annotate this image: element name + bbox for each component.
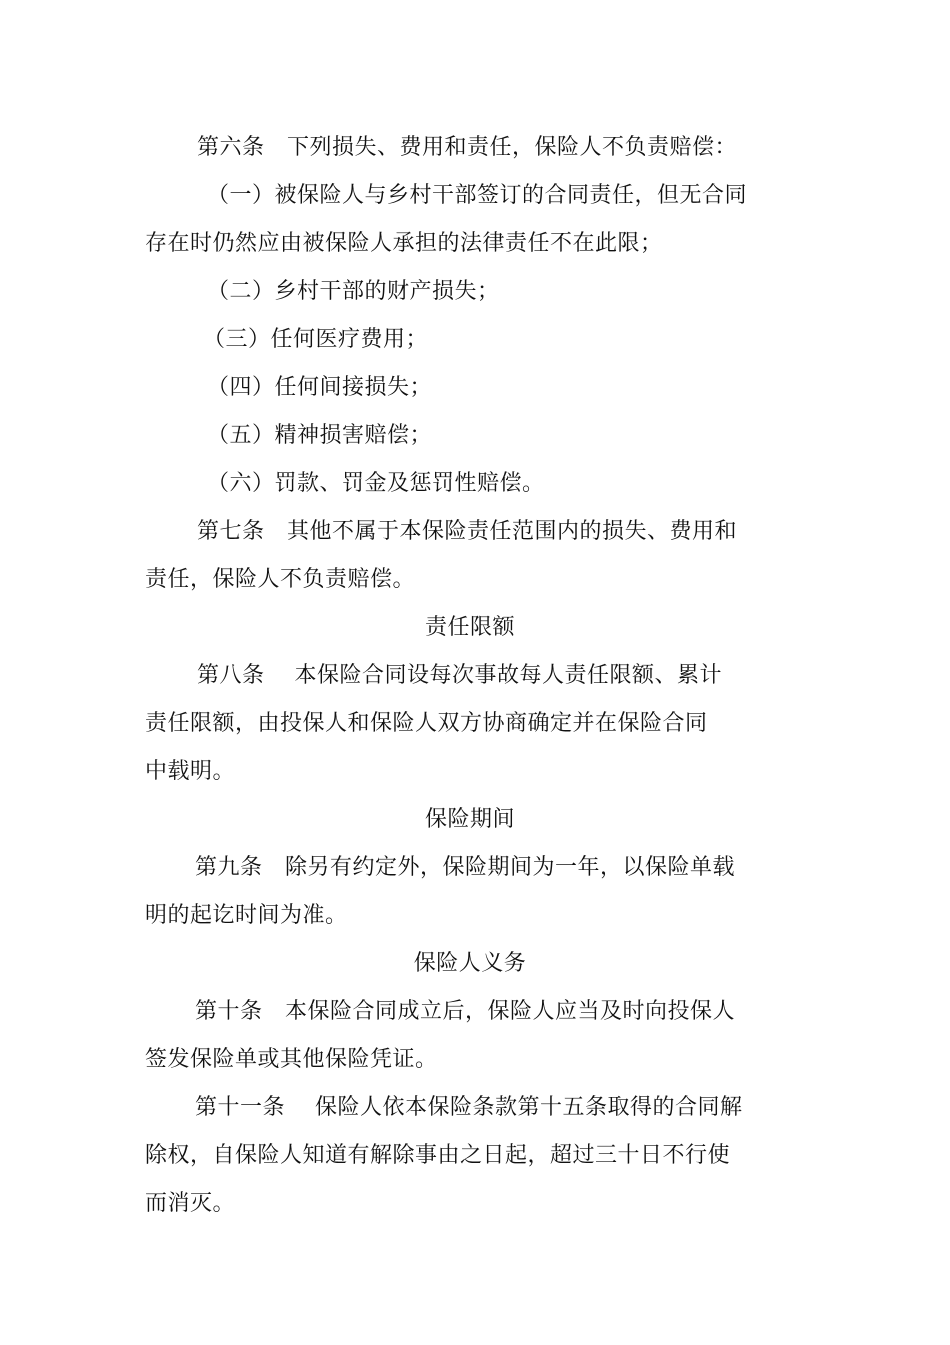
article-6-title: 第六条 下列损失、费用和责任，保险人不负责赔偿： — [197, 135, 738, 160]
article-8-line-1: 第八条 本保险合同设每次事故每人责任限额、累计 — [197, 663, 722, 688]
article-8-line-3: 中载明。 — [145, 759, 236, 784]
article-6-item-1-line-2: 存在时仍然应由被保险人承担的法律责任不在此限； — [145, 231, 663, 256]
article-6-item-4: （四）任何间接损失； — [207, 375, 433, 400]
article-6-item-3: （三）任何医疗费用； — [203, 327, 429, 352]
article-8-line-2: 责任限额，由投保人和保险人双方协商确定并在保险合同 — [145, 711, 708, 736]
article-9-line-2: 明的起讫时间为准。 — [145, 903, 348, 928]
article-6-item-2: （二）乡村干部的财产损失； — [207, 279, 500, 304]
article-11-line-3: 而消灭。 — [145, 1191, 236, 1216]
article-7-line-2: 责任，保险人不负责赔偿。 — [145, 567, 416, 592]
article-6-item-1-line-1: （一）被保险人与乡村干部签订的合同责任，但无合同 — [207, 183, 748, 208]
article-10-line-2: 签发保险单或其他保险凭证。 — [145, 1047, 438, 1072]
article-6-item-6: （六）罚款、罚金及惩罚性赔偿。 — [207, 471, 545, 496]
article-11-line-1: 第十一条 保险人依本保险条款第十五条取得的合同解 — [195, 1095, 743, 1120]
article-9-line-1: 第九条 除另有约定外，保险期间为一年，以保险单载 — [195, 855, 736, 880]
article-11-line-2: 除权，自保险人知道有解除事由之日起，超过三十日不行使 — [145, 1143, 731, 1168]
article-10-line-1: 第十条 本保险合同成立后，保险人应当及时向投保人 — [195, 999, 736, 1024]
section-heading-insurance-period: 保险期间 — [424, 807, 515, 832]
section-heading-liability-limit: 责任限额 — [424, 615, 515, 640]
article-7-line-1: 第七条 其他不属于本保险责任范围内的损失、费用和 — [197, 519, 738, 544]
section-heading-insurer-obligations: 保险人义务 — [413, 951, 527, 976]
article-6-item-5: （五）精神损害赔偿； — [207, 423, 433, 448]
